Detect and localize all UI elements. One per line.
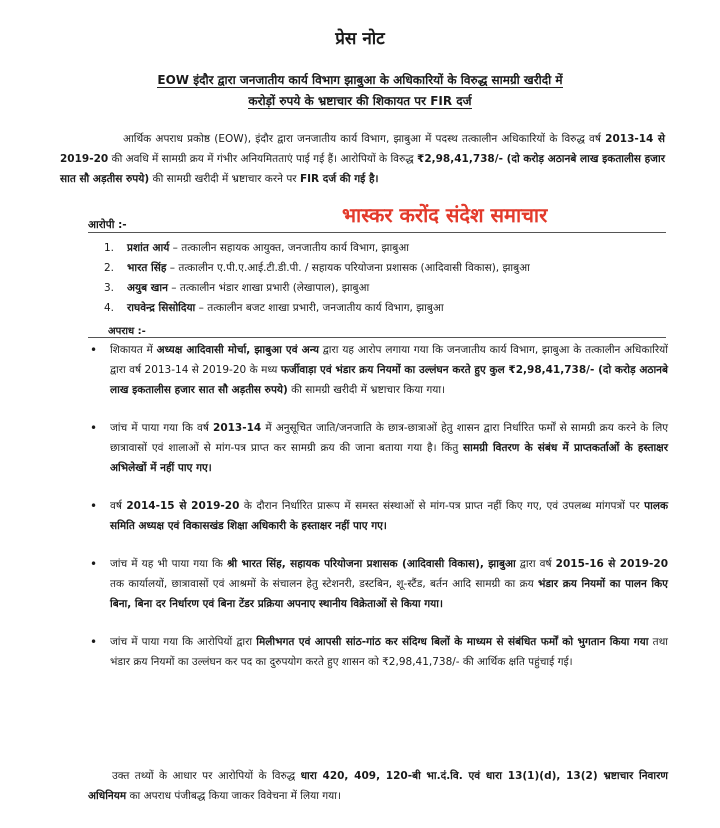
bullet-icon: •	[90, 635, 98, 649]
intro-paragraph: आर्थिक अपराध प्रकोष्ठ (EOW), इंदौर द्वारा जनजातीय कार्य विभाग, झाबुआ में पदस्थ तत्कालीन अधिकारियों के विरुद्ध वर्ष 2013-14 से 2019-20 की अवधि में सामग्री क्रय में गंभीर अनियमितताएं पाई गई हैं। आरोपियों के विरुद्ध ₹2,98,41,738/- (दो करोड़ अठानबे लाख इकतालीस हजार सात सौ अड़तीस रुपये) की सामग्री खरीदी में भ्रष्टाचार करने पर FIR दर्ज की गई है।	[60, 133, 665, 185]
conclusion-paragraph: उक्त तथ्यों के आधार पर आरोपियों के विरुद्ध धारा 420, 409, 120-बी भा.दं.वि. एवं धारा 13(1)(d), 13(2) भ्रष्टाचार निवारण अधिनियम का अपराध पंजीबद्ध किया जाकर विवेचना में लिया गया।	[88, 770, 668, 802]
bullet-icon: •	[90, 499, 98, 513]
crime-item: • वर्ष 2014-15 से 2019-20 के दौरान निर्धारित प्रारूप में समस्त संस्थाओं से मांग-पत्र प्राप्त नहीं किए गए, एवं उपलब्ध मांगपत्रों पर पालक समिति अध्यक्ष एवं विकासखंड शिक्षा अधिकारी के हस्ताक्षर नहीं पाए गए।	[88, 496, 668, 536]
crime-heading: अपराध :-	[108, 326, 146, 337]
divider	[88, 232, 666, 233]
headline-line-2: करोड़ों रुपये के भ्रष्टाचार की शिकायत पर FIR दर्ज	[248, 94, 472, 108]
headline	[60, 70, 660, 112]
accused-item: 2. भारत सिंह – तत्कालीन ए.पी.ए.आई.टी.डी.पी. / सहायक परियोजना प्रशासक (आदिवासी विकास), झाबुआ	[104, 262, 530, 274]
page-title: प्रेस नोट	[335, 29, 385, 49]
crime-list	[88, 340, 668, 690]
accused-item: 3. अयुब खान – तत्कालीन भंडार शाखा प्रभारी (लेखापाल), झाबुआ	[104, 282, 370, 294]
crime-item: • जांच में पाया गया कि वर्ष 2013-14 में अनुसूचित जाति/जनजाति के छात्र-छात्राओं हेतु शासन द्वारा निर्धारित फर्मों से सामग्री क्रय करने के लिए छात्रावासों एवं शालाओं से मांग-पत्र प्राप्त कर सामग्री क्रय की जाना बताया गया है। किंतु सामग्री वितरण के संबंध में प्राप्तकर्ताओं के हस्ताक्षर अभिलेखों में नहीं पाए गए।	[88, 418, 668, 478]
bullet-icon: •	[90, 421, 98, 435]
accused-item: 1. प्रशांत आर्य – तत्कालीन सहायक आयुक्त, जनजातीय कार्य विभाग, झाबुआ	[104, 242, 409, 254]
divider	[88, 337, 666, 338]
crime-item: • जांच में यह भी पाया गया कि श्री भारत सिंह, सहायक परियोजना प्रशासक (आदिवासी विकास), झाबुआ द्वारा वर्ष 2015-16 से 2019-20 तक कार्यालयों, छात्रावासों एवं आश्रमों के संचालन हेतु स्टेशनरी, डस्टबिन, शू-स्टैंड, बर्तन आदि सामग्री का क्रय भंडार क्रय नियमों का पालन किए बिना, बिना दर निर्धारण एवं बिना टेंडर प्रक्रिया अपनाए स्थानीय विक्रेताओं से किया गया।	[88, 554, 668, 614]
bullet-icon: •	[90, 343, 98, 357]
crime-item: • जांच में पाया गया कि आरोपियों द्वारा मिलीभगत एवं आपसी सांठ-गांठ कर संदिग्ध बिलों के माध्यम से संबंधित फर्मों को भुगतान किया गया तथा भंडार क्रय नियमों का उल्लंघन कर पद का दुरुपयोग करते हुए शासन को ₹2,98,41,738/- की आर्थिक क्षति पहुंचाई गई।	[88, 632, 668, 672]
crime-item: • शिकायत में अध्यक्ष आदिवासी मोर्चा, झाबुआ एवं अन्य द्वारा यह आरोप लगाया गया कि जनजातीय कार्य विभाग, झाबुआ के तत्कालीन अधिकारियों द्वारा वर्ष 2013-14 से 2019-20 के मध्य फर्जीवाड़ा एवं भंडार क्रय नियमों का उल्लंघन करते हुए कुल ₹2,98,41,738/- (दो करोड़ अठानबे लाख इकतालीस हजार सात सौ अड़तीस रुपये) की सामग्री खरीदी में भ्रष्टाचार किया गया।	[88, 340, 668, 400]
accused-heading: आरोपी :-	[88, 219, 127, 231]
headline-line-1: EOW इंदौर द्वारा जनजातीय कार्य विभाग झाबुआ के अधिकारियों के विरुद्ध सामग्री खरीदी में	[157, 73, 563, 87]
accused-list	[104, 238, 664, 318]
watermark-text: भास्कर करोंद संदेश समाचार	[342, 203, 548, 227]
bullet-icon: •	[90, 557, 98, 571]
accused-item: 4. राघवेन्द्र सिसोदिया – तत्कालीन बजट शाखा प्रभारी, जनजातीय कार्य विभाग, झाबुआ	[104, 302, 444, 314]
